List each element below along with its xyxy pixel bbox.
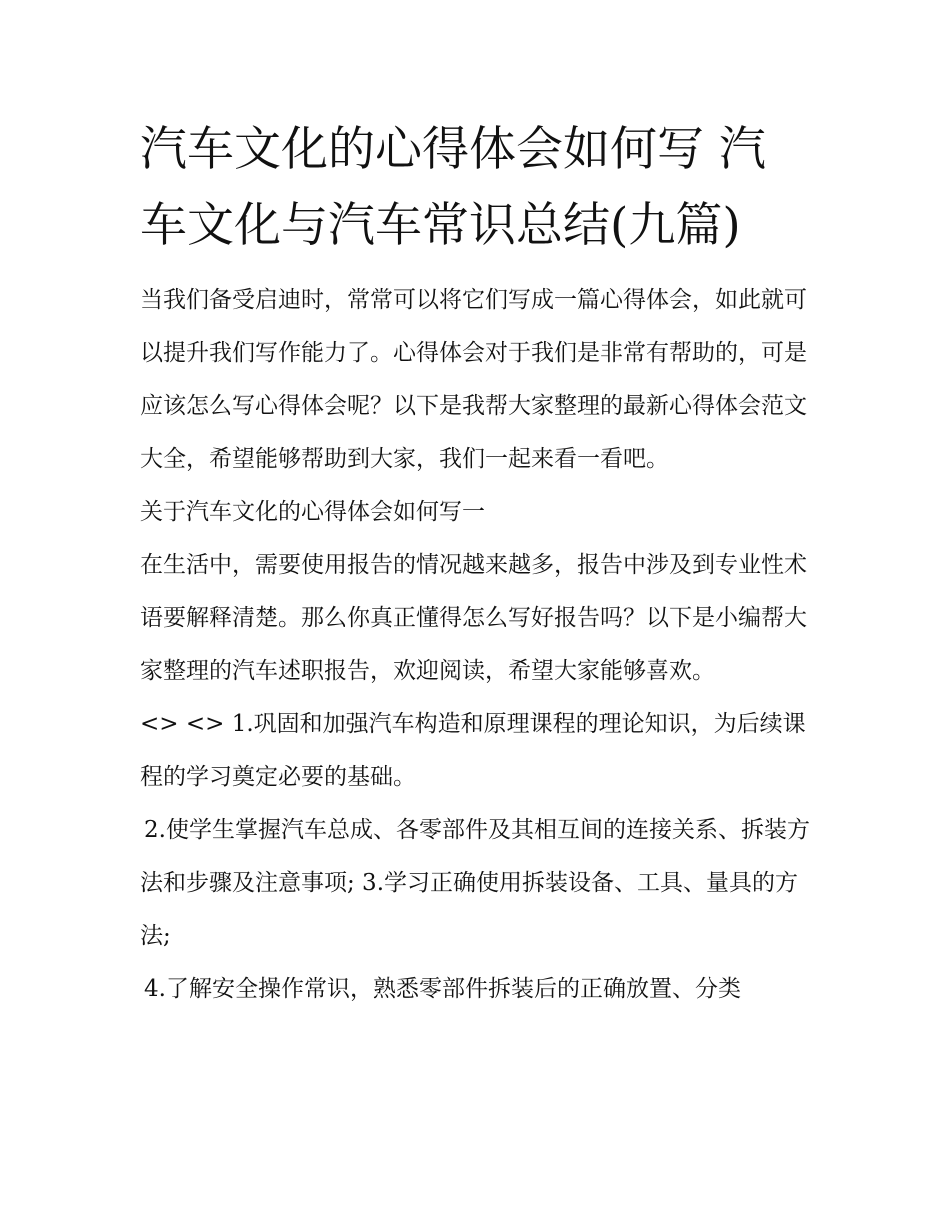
list-item-1: <> <> 1.巩固和加强汽车构造和原理课程的理论知识，为后续课程的学习奠定必要的基础。 — [140, 711, 806, 790]
section-intro-paragraph: 在生活中，需要使用报告的情况越来越多，报告中涉及到专业性术语要解释清楚。那么你真正懂得怎么写好报告吗？以下是小编帮大家整理的汽车述职报告，欢迎阅读，希望大家能够喜欢。 — [140, 552, 807, 684]
document-body — [140, 274, 820, 1016]
section-heading: 关于汽车文化的心得体会如何写一 — [140, 499, 485, 525]
title-line-1: 汽车文化的心得体会如何写 汽 — [140, 122, 766, 177]
list-item-4: 4.了解安全操作常识，熟悉零部件拆装后的正确放置、分类 — [144, 976, 741, 1002]
document-title — [140, 112, 820, 264]
list-item-2: 2.使学生掌握汽车总成、各零部件及其相互间的连接关系、拆装方法和步骤及注意事项; 3.学习正确使用拆装设备、工具、量具的方法; — [140, 817, 810, 949]
title-line-2: 车文化与汽车常识总结(九篇) — [140, 198, 741, 253]
intro-paragraph: 当我们备受启迪时，常常可以将它们写成一篇心得体会，如此就可以提升我们写作能力了。心得体会对于我们是非常有帮助的，可是应该怎么写心得体会呢？以下是我帮大家整理的最新心得体会范文大全，希望能够帮助到大家，我们一起来看一看吧。 — [140, 287, 807, 472]
